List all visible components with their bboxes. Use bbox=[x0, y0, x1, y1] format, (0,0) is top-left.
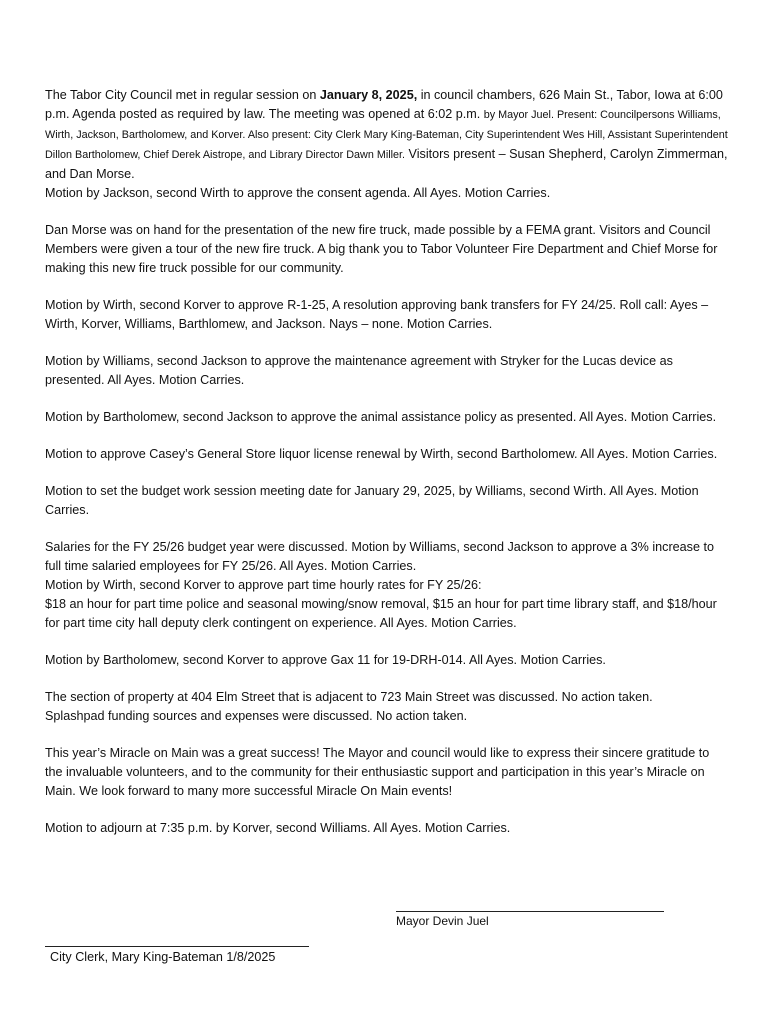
salaries-line-1: Salaries for the FY 25/26 budget year were discussed. Motion by Williams, second Jackson to approve a 3% increase to full time salaried employees for FY 25/26. All Ayes. Motion Carries. bbox=[45, 540, 714, 573]
resolution-r-1-25-paragraph: Motion by Wirth, second Korver to approve R-1-25, A resolution approving bank transfers for FY 24/25. Roll call: Ayes – Wirth, Korver, Williams, Barthlomew, and Jackson. Nays – none. Motion Carries. bbox=[45, 298, 709, 331]
splashpad-line: Splashpad funding sources and expenses were discussed. No action taken. bbox=[45, 709, 468, 723]
budget-session-paragraph: Motion to set the budget work session meeting date for January 29, 2025, by Williams, second Wirth. All Ayes. Motion Carries. bbox=[45, 484, 699, 517]
attendance-text: by Mayor Juel. Present: Councilpersons Williams, Wirth, Jackson, Bartholomew, and Korver. Also present: City Clerk Mary King-Bateman, City Superintendent Wes Hill, Assistant Superintendent Dillon Bartholomew, Chief Derek Aistrope, and Library Director Dawn Miller. bbox=[45, 109, 728, 161]
salaries-line-3: $18 an hour for part time police and seasonal mowing/snow removal, $15 an hour for part time library staff, and $18/hour for part time city hall deputy clerk contingent on experience. All Ayes. Motion Carries. bbox=[45, 597, 717, 630]
fire-truck-paragraph: Dan Morse was on hand for the presentation of the new fire truck, made possible by a FEMA grant. Visitors and Council Members were given a tour of the new fire truck. A big thank you to Tabor Volunteer Fire Department and Chief Morse for making this new fire truck possible for our community. bbox=[45, 223, 718, 275]
intro-paragraph bbox=[45, 86, 730, 203]
intro-text-1: The Tabor City Council met in regular session on bbox=[45, 88, 320, 102]
animal-policy-paragraph: Motion by Bartholomew, second Jackson to approve the animal assistance policy as presented. All Ayes. Motion Carries. bbox=[45, 410, 717, 424]
visitors-text: Visitors present – Susan Shepherd, Carolyn Zimmerman, and Dan Morse. bbox=[45, 147, 728, 181]
miracle-on-main-paragraph: This year’s Miracle on Main was a great success! The Mayor and council would like to express their sincere gratitude to the invaluable volunteers, and to the community for their enthusiastic support and participation in this year’s Miracle on Main. We look forward to many more successful Miracle On Main events! bbox=[45, 746, 710, 798]
clerk-signature-line bbox=[45, 946, 309, 947]
adjourn-paragraph: Motion to adjourn at 7:35 p.m. by Korver, second Williams. All Ayes. Motion Carries. bbox=[45, 821, 511, 835]
intro-text-2: in council chambers, 626 Main St., Tabor, Iowa at 6:00 p.m. Agenda posted as required by law. The meeting was opened at 6:02 p.m. bbox=[45, 88, 723, 121]
caseys-license-paragraph: Motion to approve Casey’s General Store liquor license renewal by Wirth, second Bartholomew. All Ayes. Motion Carries. bbox=[45, 447, 718, 461]
meeting-date: January 8, 2025, bbox=[319, 88, 418, 102]
elm-street-paragraph bbox=[45, 688, 730, 726]
elm-street-line: The section of property at 404 Elm Street that is adjacent to 723 Main Street was discussed. No action taken. bbox=[45, 690, 653, 704]
mayor-signature-line bbox=[396, 911, 664, 912]
consent-agenda-motion: Motion by Jackson, second Wirth to approve the consent agenda. All Ayes. Motion Carries. bbox=[45, 186, 551, 200]
salaries-paragraph bbox=[45, 538, 730, 633]
clerk-name: City Clerk, Mary King-Bateman 1/8/2025 bbox=[50, 950, 276, 964]
mayor-name: Mayor Devin Juel bbox=[396, 914, 489, 928]
gax-paragraph: Motion by Bartholomew, second Korver to approve Gax 11 for 19-DRH-014. All Ayes. Motion Carries. bbox=[45, 653, 606, 667]
minutes-body bbox=[45, 86, 730, 856]
salaries-line-2: Motion by Wirth, second Korver to approve part time hourly rates for FY 25/26: bbox=[45, 578, 482, 592]
stryker-paragraph: Motion by Williams, second Jackson to approve the maintenance agreement with Stryker for the Lucas device as presented. All Ayes. Motion Carries. bbox=[45, 354, 673, 387]
